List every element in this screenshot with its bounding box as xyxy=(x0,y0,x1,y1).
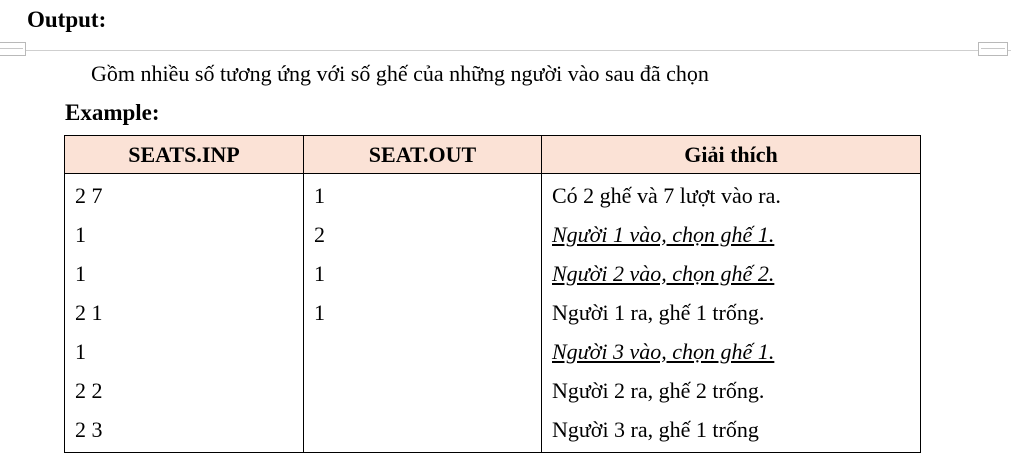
out-cell: 1 xyxy=(304,293,542,332)
inp-cell: 2 3 xyxy=(65,410,304,453)
inp-cell: 2 2 xyxy=(65,371,304,410)
explanation-cell: Người 2 ra, ghế 2 trống. xyxy=(542,371,921,410)
out-cell xyxy=(304,371,542,410)
example-table xyxy=(64,135,921,453)
example-heading: Example: xyxy=(65,100,160,125)
table-row xyxy=(65,371,921,410)
explanation-text: Người 3 vào, chọn ghế 1. xyxy=(552,338,775,364)
table-row xyxy=(65,293,921,332)
output-description: Gồm nhiều số tương ứng với số ghế của những người vào sau đã chọn xyxy=(91,61,709,86)
explanation-cell xyxy=(542,254,921,293)
inp-cell: 2 1 xyxy=(65,293,304,332)
page-boundary-line xyxy=(0,50,1011,51)
out-cell: 2 xyxy=(304,215,542,254)
table-row xyxy=(65,254,921,293)
table-row xyxy=(65,332,921,371)
header-seat-out: SEAT.OUT xyxy=(304,136,542,174)
out-cell xyxy=(304,410,542,453)
explanation-cell: Người 3 ra, ghế 1 trống xyxy=(542,410,921,453)
explanation-cell xyxy=(542,332,921,371)
right-margin-marker xyxy=(978,42,1008,56)
explanation-cell xyxy=(542,215,921,254)
out-cell: 1 xyxy=(304,254,542,293)
output-heading: Output: xyxy=(27,7,107,32)
table-row xyxy=(65,410,921,453)
explanation-text: Người 1 vào, chọn ghế 1. xyxy=(552,221,775,247)
out-cell: 1 xyxy=(304,174,542,216)
table-row xyxy=(65,215,921,254)
inp-cell: 2 7 xyxy=(65,174,304,216)
table-row xyxy=(65,174,921,216)
left-margin-marker xyxy=(0,42,26,56)
explanation-text: Người 2 vào, chọn ghế 2. xyxy=(552,260,775,286)
table-header-row xyxy=(65,136,921,174)
header-seats-inp: SEATS.INP xyxy=(65,136,304,174)
inp-cell: 1 xyxy=(65,215,304,254)
explanation-cell: Người 1 ra, ghế 1 trống. xyxy=(542,293,921,332)
inp-cell: 1 xyxy=(65,254,304,293)
inp-cell: 1 xyxy=(65,332,304,371)
header-explanation: Giải thích xyxy=(542,136,921,174)
out-cell xyxy=(304,332,542,371)
explanation-cell: Có 2 ghế và 7 lượt vào ra. xyxy=(542,174,921,216)
